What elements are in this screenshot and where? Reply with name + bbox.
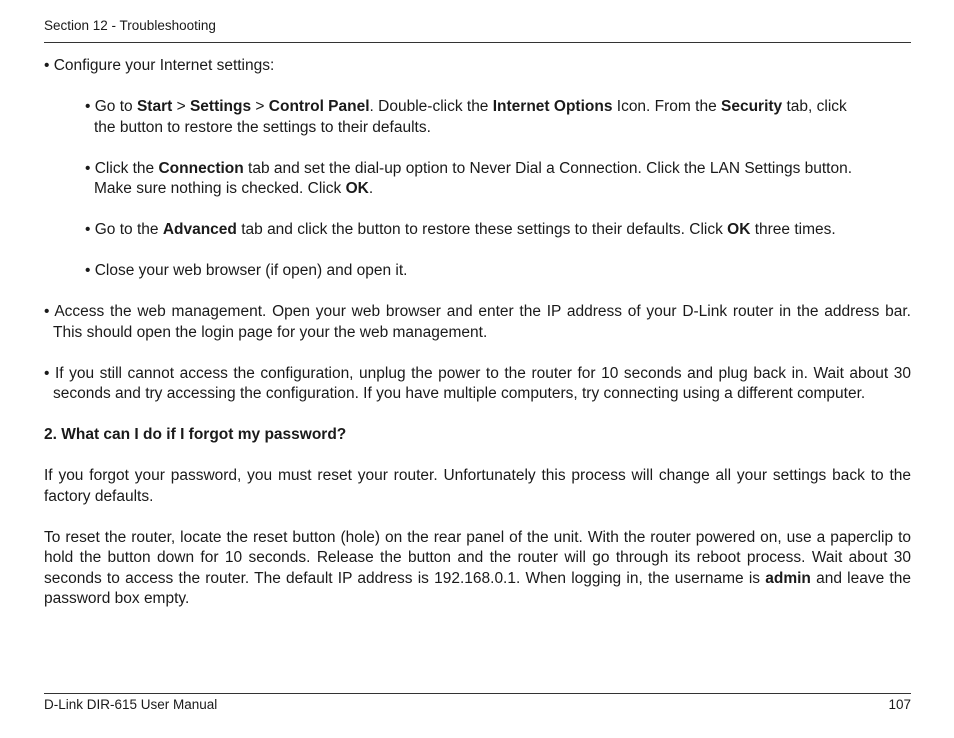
- footer-divider: [44, 693, 911, 694]
- bullet-configure-internet: • Configure your Internet settings:: [44, 57, 275, 74]
- sub-bullet-connection-tab: • Click the Connection tab and set the dial-up option to Never Dial a Connection. Click the LAN Settings button. Make sure nothing is checked. Click OK.: [85, 159, 853, 197]
- section-header: Section 12 - Troubleshooting: [44, 18, 216, 33]
- sub-bullet-advanced-tab: • Go to the Advanced tab and click the button to restore these settings to their defaults. Click OK three times.: [85, 221, 836, 238]
- paragraph-forgot-password: If you forgot your password, you must reset your router. Unfortunately this process will change all your settings back to the factory defaults.: [44, 467, 911, 505]
- sub-bullet-close-browser: • Close your web browser (if open) and open it.: [85, 262, 408, 279]
- paragraph-reset-router: To reset the router, locate the reset button (hole) on the rear panel of the unit. With the router powered on, use a paperclip to hold the button down for 10 seconds. Release the button and the router will go through its reboot process. Wait about 30 seconds to access the router. The default IP address is 192.168.0.1. When logging in, the username is admin and leave the password box empty.: [44, 528, 911, 607]
- sub-bullet-internet-options: • Go to Start > Settings > Control Panel. Double-click the Internet Options Icon. From the Security tab, click the button to restore the settings to their defaults.: [85, 98, 847, 136]
- question-heading: 2. What can I do if I forgot my password?: [44, 426, 347, 443]
- page-content: [44, 56, 911, 630]
- manual-title: D-Link DIR-615 User Manual: [44, 697, 218, 712]
- bullet-unplug-power: • If you still cannot access the configuration, unplug the power to the router for 10 seconds and plug back in. Wait about 30 seconds and try accessing the configuration. If you have multiple computers, try connecting using a different computer.: [44, 364, 911, 402]
- page-number: 107: [888, 697, 911, 712]
- header-divider: [44, 42, 911, 43]
- bullet-web-management: • Access the web management. Open your web browser and enter the IP address of your D-Link router in the address bar. This should open the login page for your the web management.: [44, 303, 911, 341]
